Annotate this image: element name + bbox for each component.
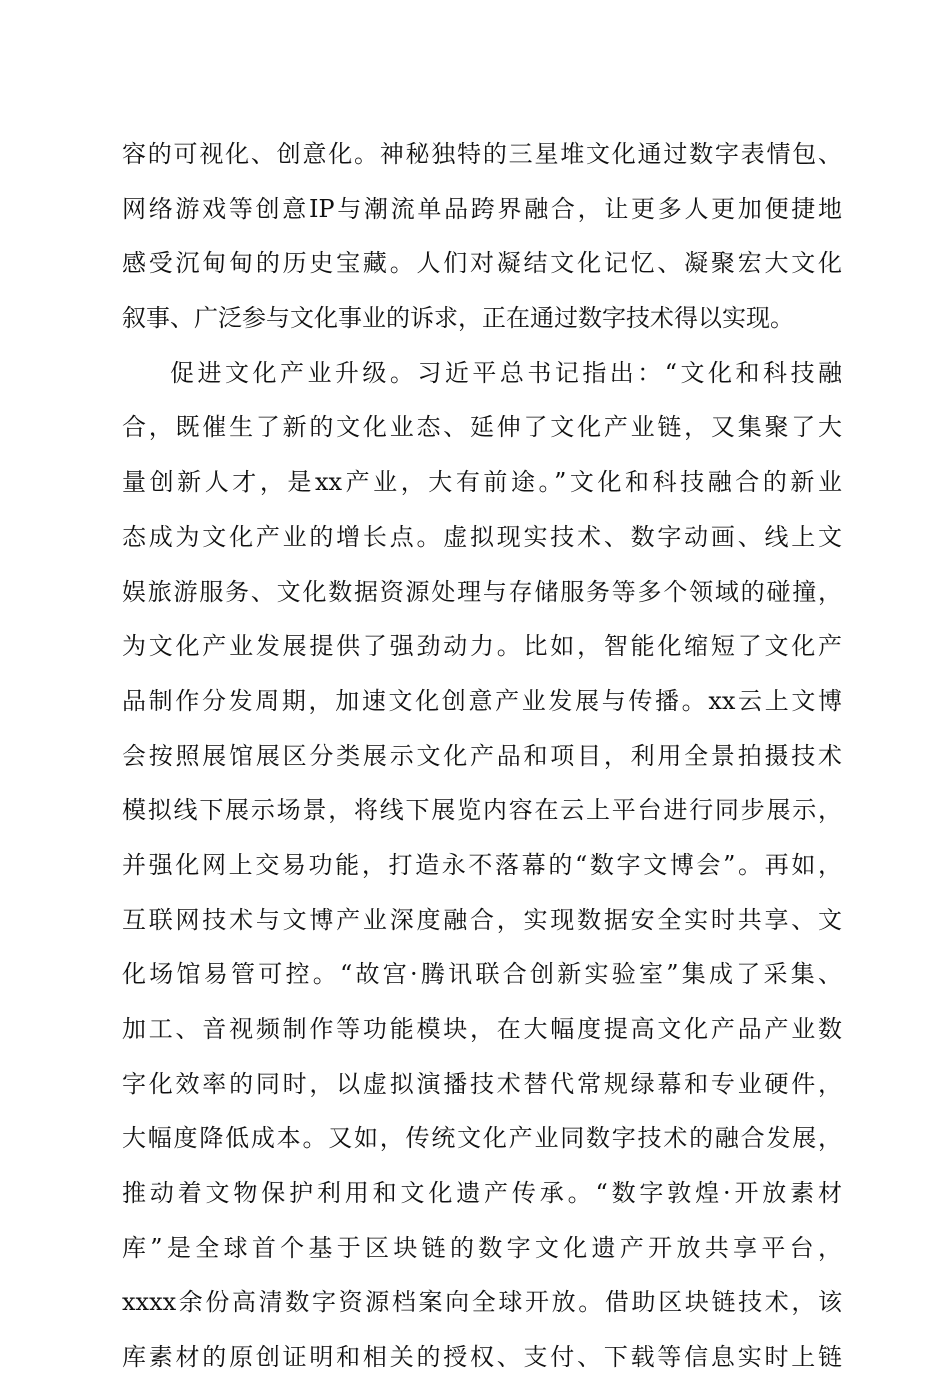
text-line: 化场馆易管可控。“故宫·腾讯联合创新实验室”集成了采集、 [122,960,842,989]
text-line: 加工、音视频制作等功能模块，在大幅度提高文化产品产业数 [122,1015,842,1043]
text-line: 叙事、广泛参与文化事业的诉求，正在通过数字技术得以实现。 [122,304,794,333]
text-line: 品制作分发周期，加速文化创意产业发展与传播。xx云上文博 [122,686,842,715]
text-line: 为文化产业发展提供了强劲动力。比如，智能化缩短了文化产 [122,632,842,661]
text-line: 娱旅游服务、文化数据资源处理与存储服务等多个领域的碰撞， [122,577,842,606]
paragraph-2 [122,346,842,1385]
text-line: 字化效率的同时，以虚拟演播技术替代常规绿幕和专业硬件， [122,1069,842,1098]
text-line: 会按照展馆展区分类展示文化产品和项目，利用全景拍摄技术 [122,741,842,770]
text-line: 合，既催生了新的文化业态、延伸了文化产业链，又集聚了大 [122,413,842,442]
text-line: 量创新人才，是xx产业，大有前途。”文化和科技融合的新业 [122,468,842,497]
text-line: 并强化网上交易功能，打造永不落幕的“数字文博会”。再如， [122,850,842,879]
text-line: 促进文化产业升级。习近平总书记指出：“文化和科技融 [170,358,842,387]
text-line: 库素材的原创证明和相关的授权、支付、下载等信息实时上链 [122,1343,842,1372]
paragraph-1 [122,127,842,346]
text-line: 库”是全球首个基于区块链的数字文化遗产开放共享平台， [122,1233,842,1262]
text-line: 推动着文物保护利用和文化遗产传承。“数字敦煌·开放素材 [122,1179,842,1208]
text-line: 大幅度降低成本。又如，传统文化产业同数字技术的融合发展， [122,1124,842,1153]
document-body [122,127,842,1385]
text-line: 感受沉甸甸的历史宝藏。人们对凝结文化记忆、凝聚宏大文化 [122,249,842,278]
text-line: xxxx余份高清数字资源档案向全球开放。借助区块链技术，该 [122,1288,842,1317]
text-line: 模拟线下展示场景，将线下展览内容在云上平台进行同步展示， [122,796,842,825]
text-line: 容的可视化、创意化。神秘独特的三星堆文化通过数字表情包、 [122,140,842,168]
text-line: 网络游戏等创意IP与潮流单品跨界融合，让更多人更加便捷地 [122,194,842,223]
text-line: 态成为文化产业的增长点。虚拟现实技术、数字动画、线上文 [122,522,842,551]
text-line: 互联网技术与文博产业深度融合，实现数据安全实时共享、文 [122,905,842,934]
